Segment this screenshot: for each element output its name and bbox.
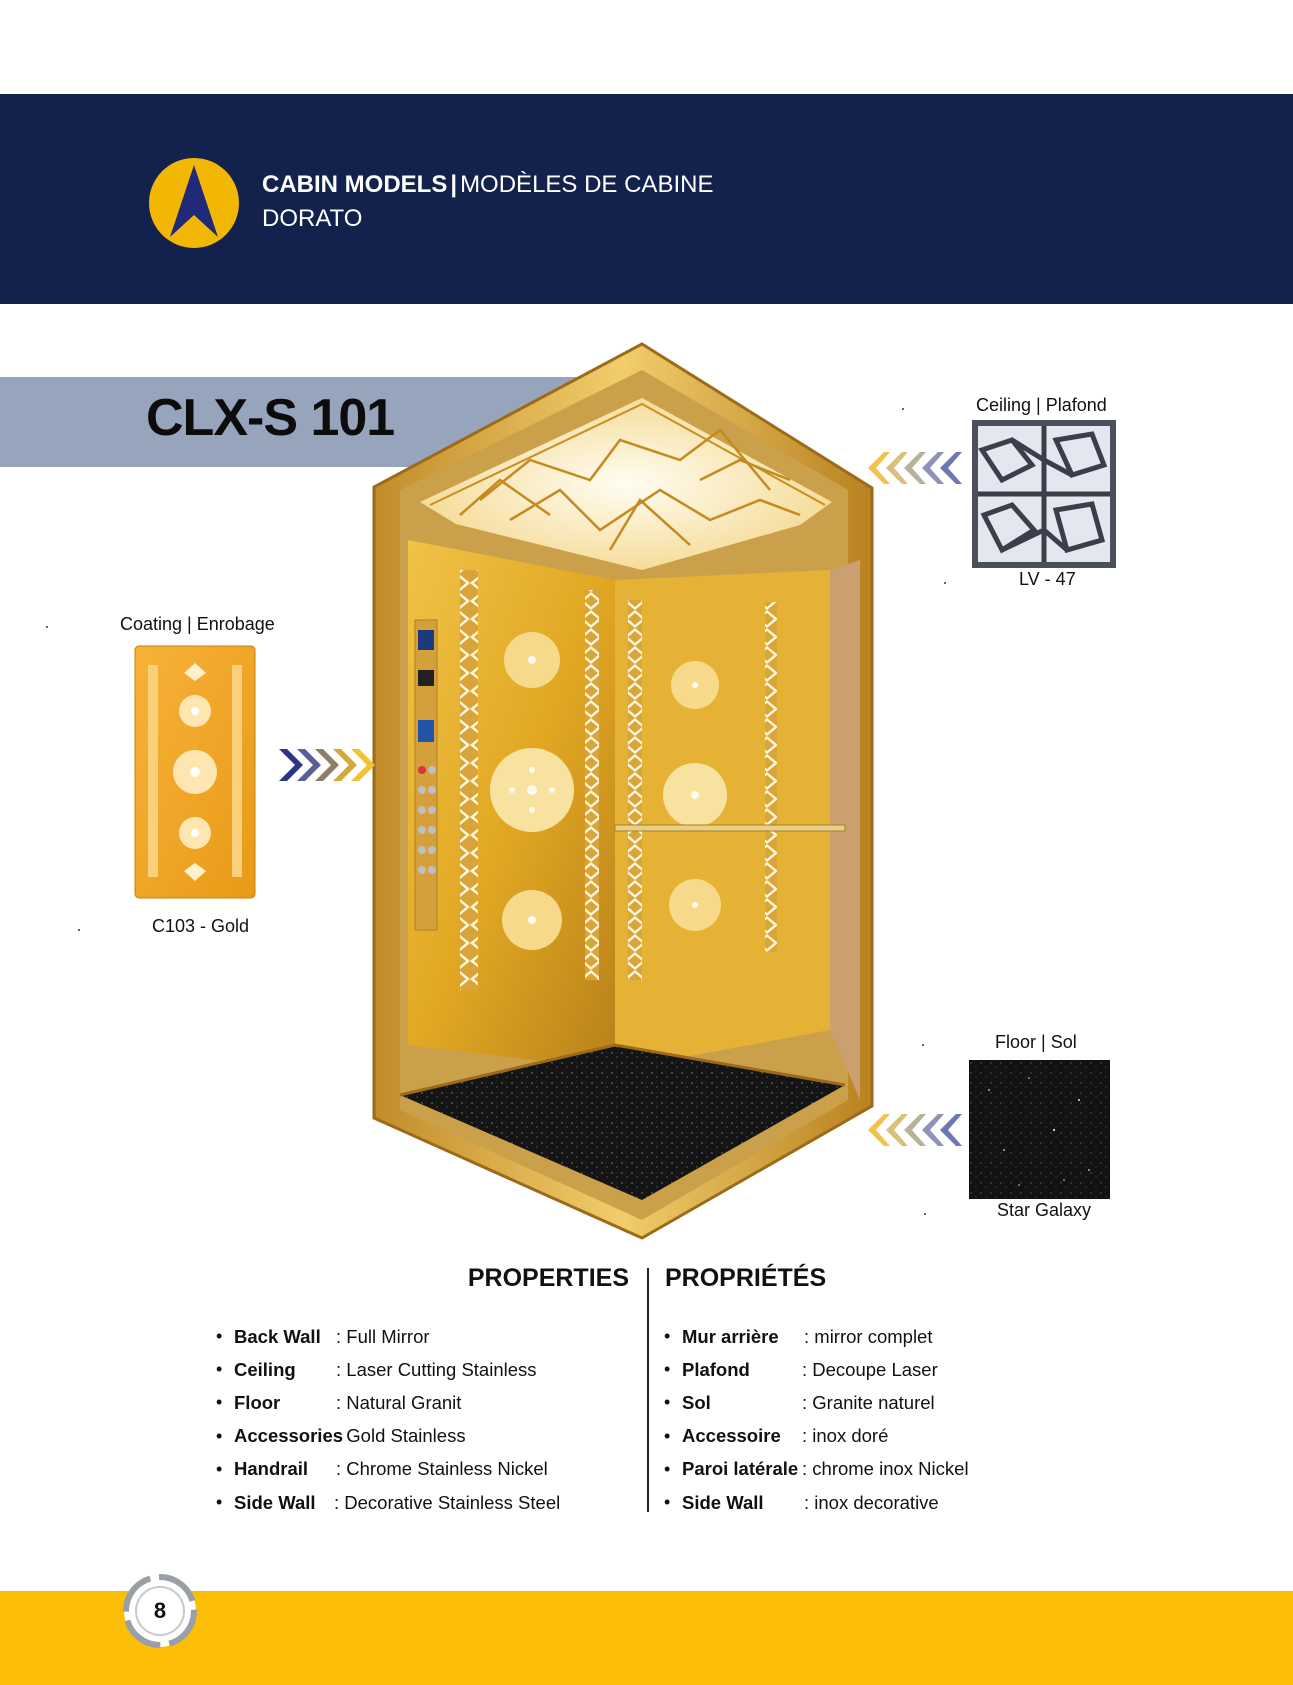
property-key: Side Wall [682, 1491, 764, 1513]
decorative-dot [78, 929, 80, 931]
property-key: Side Wall [234, 1491, 316, 1513]
list-item: • Side Wall : Decorative Stainless Steel [216, 1491, 561, 1513]
properties-heading-en: PROPERTIES [467, 1264, 629, 1292]
properties-divider [647, 1268, 649, 1512]
header-subtitle: DORATO [262, 205, 363, 232]
property-value: : Full Mirror [336, 1325, 430, 1347]
property-key: Sol [682, 1391, 711, 1413]
property-value: : inox doré [802, 1425, 889, 1447]
list-item: • Paroi latérale : chrome inox Nickel [664, 1458, 969, 1480]
properties-list-fr [664, 1320, 969, 1519]
property-value: : Decorative Stainless Steel [334, 1491, 561, 1513]
coating-code: C103 - Gold [152, 916, 250, 936]
properties-heading-fr: PROPRIÉTÉS [665, 1264, 827, 1292]
floor-code: Star Galaxy [997, 1200, 1092, 1220]
floor-heading: Floor | Sol [995, 1032, 1077, 1052]
property-key: Floor [234, 1391, 281, 1413]
property-value: : Laser Cutting Stainless [336, 1358, 537, 1380]
properties-list-en [216, 1320, 560, 1519]
chevrons-left-icon [862, 448, 962, 488]
property-key: Handrail [234, 1458, 309, 1480]
property-key: Ceiling [234, 1358, 296, 1380]
property-value: : mirror complet [804, 1325, 933, 1347]
list-item: • Accessoire : inox doré [664, 1425, 889, 1447]
coating-heading: Coating | Enrobage [120, 614, 275, 634]
header-title-en: CABIN MODELS [262, 171, 448, 198]
list-item: • Ceiling : Laser Cutting Stainless [216, 1358, 537, 1380]
list-item: • Mur arrière : mirror complet [664, 1325, 933, 1347]
property-key: Accessoire [682, 1425, 781, 1447]
decorative-dot [902, 408, 904, 410]
property-value: : Chrome Stainless Nickel [336, 1458, 548, 1480]
list-item: • Plafond : Decoupe Laser [664, 1358, 938, 1380]
list-item: • Floor : Natural Granit [216, 1391, 462, 1413]
list-item: • Sol : Granite naturel [664, 1391, 935, 1413]
header-title [262, 168, 713, 236]
decorative-dot [924, 1213, 926, 1215]
floor-sample-image [969, 1060, 1110, 1199]
property-key: Mur arrière [682, 1325, 779, 1347]
decorative-dot [922, 1044, 924, 1046]
list-item: • Handrail : Chrome Stainless Nickel [216, 1458, 548, 1480]
property-key: Plafond [682, 1358, 750, 1380]
elevator-cabin-image [360, 340, 880, 1240]
property-value: : Gold Stainless [336, 1425, 466, 1447]
property-value: : Natural Granit [336, 1391, 462, 1413]
property-value: : Granite naturel [802, 1391, 935, 1413]
property-key: Back Wall [234, 1325, 321, 1347]
chevrons-left-icon [862, 1110, 962, 1150]
ceiling-code: LV - 47 [1019, 569, 1076, 589]
property-value: : Decoupe Laser [802, 1358, 938, 1380]
list-item: • Accessories : Gold Stainless [216, 1425, 466, 1447]
decorative-dot [944, 582, 946, 584]
property-key: Paroi latérale [682, 1458, 799, 1480]
model-name: CLX-S 101 [146, 389, 395, 447]
property-value: : inox decorative [804, 1491, 939, 1513]
list-item: • Side Wall : inox decorative [664, 1491, 939, 1513]
property-value: : chrome inox Nickel [802, 1458, 969, 1480]
company-logo [148, 157, 240, 249]
ceiling-heading: Ceiling | Plafond [976, 395, 1107, 415]
ceiling-sample-image [972, 420, 1116, 568]
coating-sample-image [134, 645, 256, 899]
chevrons-right-icon [275, 745, 385, 785]
page-number: 8 [153, 1598, 167, 1623]
decorative-dot [46, 626, 48, 628]
list-item: • Back Wall : Full Mirror [216, 1325, 430, 1347]
header-title-fr: MODÈLES DE CABINE [460, 171, 714, 198]
property-key: Accessories [234, 1425, 344, 1447]
header-separator: | [450, 171, 458, 198]
